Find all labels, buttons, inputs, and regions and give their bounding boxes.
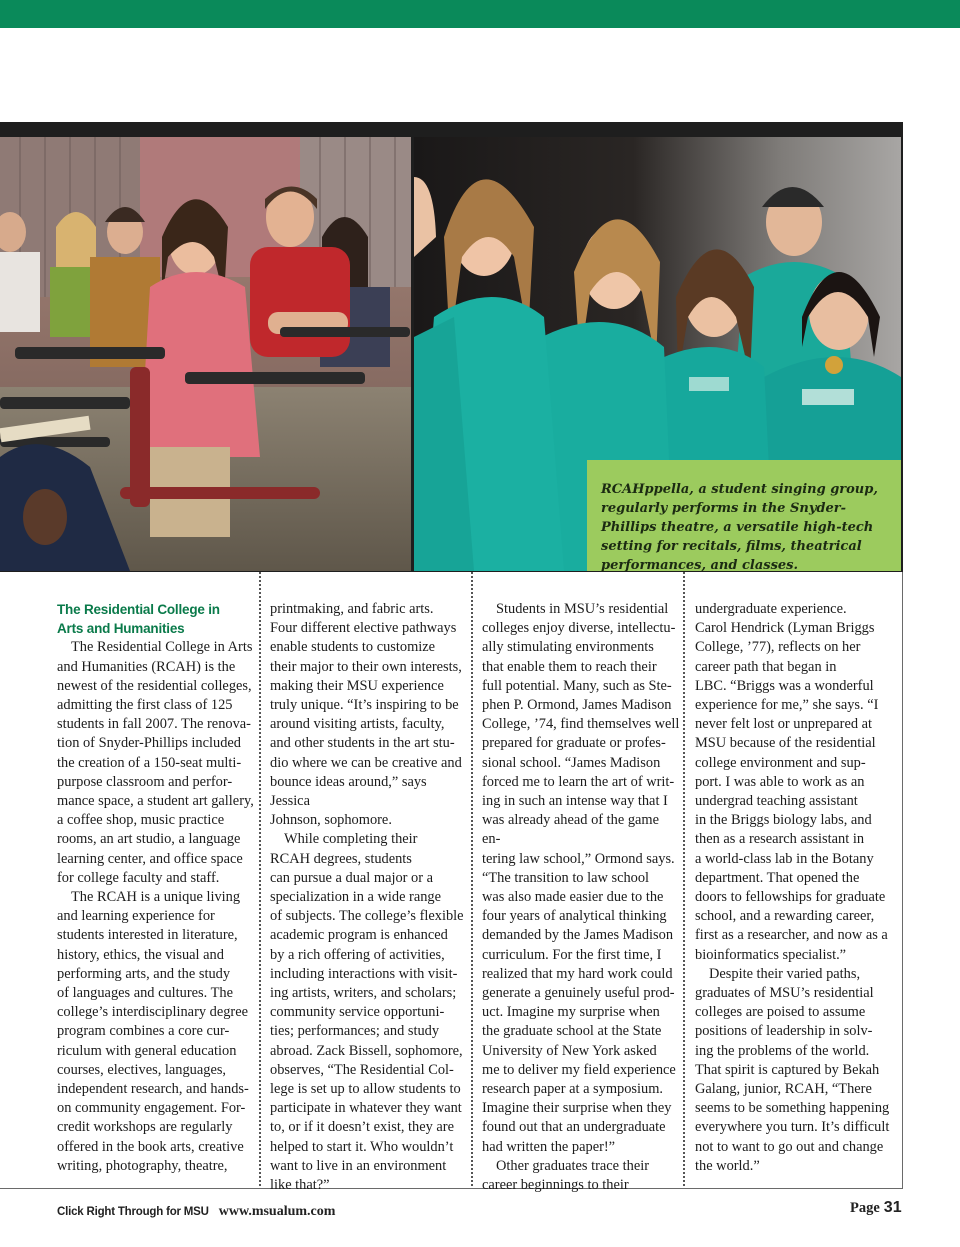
article-column-4 [695,600,893,1176]
text-line: phen P. Ormond, James Madison [482,697,672,714]
text-line: courses, electives, languages, [57,1061,227,1078]
text-line: found out that an undergraduate [482,1119,666,1136]
text-line: Other graduates trace their [496,1157,650,1174]
text-line: curriculum. For the first time, I [482,946,662,963]
text-line: ing in such an intense way that I [482,793,668,810]
text-line: helped to start it. Who wouldn’t [270,1138,454,1155]
text-line: printmaking, and fabric arts. [270,601,434,617]
text-line: for college faculty and staff. [57,869,220,886]
text-line: college’s interdisciplinary degree [57,1004,248,1021]
photo-caption: RCAHppella, a student singing group, regularly performs in the Snyder-Phillips theatre, a versatile high-tech setting for recitals, films, theatrical performances, and classes. [601,482,878,573]
text-line: of languages and cultures. The [57,985,233,1002]
text-line: career beginnings to their [482,1177,629,1194]
text-line: ing artists, writers, and scholars; [270,985,457,1002]
text-line: The Residential College in Arts [71,639,253,656]
text-line: students in fall 2007. The renova- [57,716,251,733]
text-line: of subjects. The college’s flexible [270,908,464,925]
text-line: college environment and sup- [695,754,866,771]
text-line: a world-class lab in the Botany [695,850,874,867]
text-line: uct. Imagine my surprise when [482,1004,660,1021]
text-line: undergraduate experience. [695,601,847,617]
text-line: history, ethics, the visual and [57,946,224,963]
text-line: a coffee shop, music practice [57,812,225,829]
section-heading-line-1: The Residential College in [57,602,220,617]
text-line: can pursue a dual major or a [270,869,434,886]
text-line: MSU because of the residential [695,735,876,752]
text-line: positions of leadership in solv- [695,1023,873,1040]
text-line: observes, “The Residential Col- [270,1061,454,1078]
text-line: newest of the residential colleges, [57,677,252,694]
text-line: their major to their own interests, [270,658,462,675]
text-line: department. That opened the [695,869,860,886]
text-line: around visiting artists, faculty, [270,716,445,733]
section-heading-line-2: Arts and Humanities [57,621,185,637]
text-line: LBC. “Briggs was a wonderful [695,677,874,694]
text-line: Galang, junior, RCAH, “There [695,1081,872,1098]
text-line: truly unique. “It’s inspiring to be [270,697,459,714]
text-line: the graduate school at the State [482,1023,662,1040]
text-line: bounce ideas around,” says Jessica [270,773,427,810]
text-line: prepared for graduate or profes- [482,735,666,752]
article-column-3 [482,600,680,1195]
text-line: enable students to customize [270,639,436,656]
text-line: “The transition to law school [482,869,650,886]
text-line: everywhere you turn. It’s difficult [695,1119,890,1136]
text-line: undergrad teaching assistant [695,793,858,810]
text-line: including interactions with visit- [270,965,458,982]
text-line: While completing their [284,831,418,848]
lecture-hall-photo [0,137,411,571]
column-divider [683,572,685,1186]
text-line: by a rich offering of activities, [270,946,445,963]
text-line: making their MSU experience [270,677,444,694]
text-line: me to deliver my field experience [482,1061,676,1078]
text-line: participate in whatever they want [270,1100,462,1117]
footer-page-number [850,1199,902,1217]
text-line: ing the problems of the world. [695,1042,870,1059]
text-line: ties; performances; and study [270,1023,440,1040]
text-line: mance space, a student art gallery, [57,793,254,810]
text-line: Students in MSU’s residential [496,601,669,617]
photo-caption-box [587,460,901,571]
text-line: doors to fellowships for graduate [695,889,886,906]
text-line: Carol Hendrick (Lyman Briggs [695,620,875,637]
text-line: not to want to go out and change [695,1138,884,1155]
text-line: specialization in a wide range [270,889,442,906]
text-line: to, or if it doesn’t exist, they are [270,1119,454,1136]
footer-left [57,1202,335,1220]
text-line: admitting the first class of 125 [57,697,233,714]
column-divider [471,572,473,1186]
text-line: generate a genuinely useful prod- [482,985,675,1002]
text-line: the creation of a 150-seat multi- [57,754,242,771]
text-line: dio where we can be creative and [270,754,462,771]
text-line: writing, photography, theatre, [57,1157,228,1174]
text-line: like that?” [270,1177,330,1194]
text-line: experience for me,” she says. “I [695,697,879,714]
text-line: first as a researcher, and now as a [695,927,888,944]
text-line: The RCAH is a unique living [71,889,241,906]
text-line: RCAH degrees, students [270,850,412,867]
text-line: port. I was able to work as an [695,773,865,790]
text-line: forced me to learn the art of writ- [482,773,675,790]
text-line: seems to be something happening [695,1100,890,1117]
page-number: 31 [883,1199,902,1216]
top-color-bar [0,0,960,28]
text-line: Despite their varied paths, [709,965,861,982]
text-line: had written the paper!” [482,1138,616,1155]
text-line: community service opportuni- [270,1004,445,1021]
text-line: academic program is enhanced [270,927,448,944]
text-line: Johnson, sophomore. [270,812,392,829]
column-divider [259,572,261,1186]
article-column-2 [270,600,468,1195]
text-line: lege is set up to allow students to [270,1081,461,1098]
text-line: riculum with general education [57,1042,237,1059]
text-line: sional school. “James Madison [482,754,661,771]
text-line: was also made easier due to the [482,889,664,906]
text-line: learning center, and office space [57,850,243,867]
footer-tagline: Click Right Through for MSU [57,1206,209,1218]
text-line: colleges are poised to assume [695,1004,866,1021]
text-line: tering law school,” Ormond says. [482,850,675,867]
text-line: performing arts, and the study [57,965,231,982]
text-line: University of New York asked [482,1042,657,1059]
text-line: rooms, an art studio, a language [57,831,241,848]
text-line: College, ’77), reflects on her [695,639,861,656]
text-line: school, and a rewarding career, [695,908,875,925]
text-line: the world.” [695,1157,760,1174]
text-line: and learning experience for [57,908,215,925]
text-line: students interested in literature, [57,927,238,944]
text-line: that enable them to reach their [482,658,657,675]
text-line: career path that began in [695,658,837,675]
text-line: and Humanities (RCAH) is the [57,658,236,675]
text-line: offered in the book arts, creative [57,1138,244,1155]
text-line: credit workshops are regularly [57,1119,233,1136]
text-line: abroad. Zack Bissell, sophomore, [270,1042,463,1059]
text-line: demanded by the James Madison [482,927,674,944]
text-line: Imagine their surprise when they [482,1100,672,1117]
text-line: on community engagement. For- [57,1100,246,1117]
text-line: in the Briggs biology labs, and [695,812,872,829]
text-line: research paper at a symposium. [482,1081,664,1098]
text-line: tion of Snyder-Phillips included [57,735,241,752]
article-column-1 [57,600,255,1176]
text-line: realized that my hard work could [482,965,673,982]
page-label: Page [850,1200,880,1216]
text-line: never felt lost or unprepared at [695,716,873,733]
text-line: program combines a core cur- [57,1023,230,1040]
text-line: purpose classroom and perfor- [57,773,233,790]
text-line: bioinformatics specialist.” [695,946,847,963]
text-line: and other students in the art stu- [270,735,455,752]
text-line: That spirit is captured by Bekah [695,1061,880,1078]
text-line: Four different elective pathways [270,620,457,637]
text-line: then as a research assistant in [695,831,865,848]
footer-url-link[interactable]: www.msualum.com [218,1204,336,1219]
text-line: full potential. Many, such as Ste- [482,677,672,694]
text-line: graduates of MSU’s residential [695,985,874,1002]
text-line: colleges enjoy diverse, intellectu- [482,620,676,637]
text-line: independent research, and hands- [57,1081,249,1098]
text-line: four years of analytical thinking [482,908,667,925]
text-line: was already ahead of the game en- [482,812,659,848]
text-line: want to live in an environment [270,1157,447,1174]
text-line: College, ’74, find themselves well [482,716,680,733]
right-border-rule [902,572,903,1189]
text-line: ally stimulating environments [482,639,654,656]
